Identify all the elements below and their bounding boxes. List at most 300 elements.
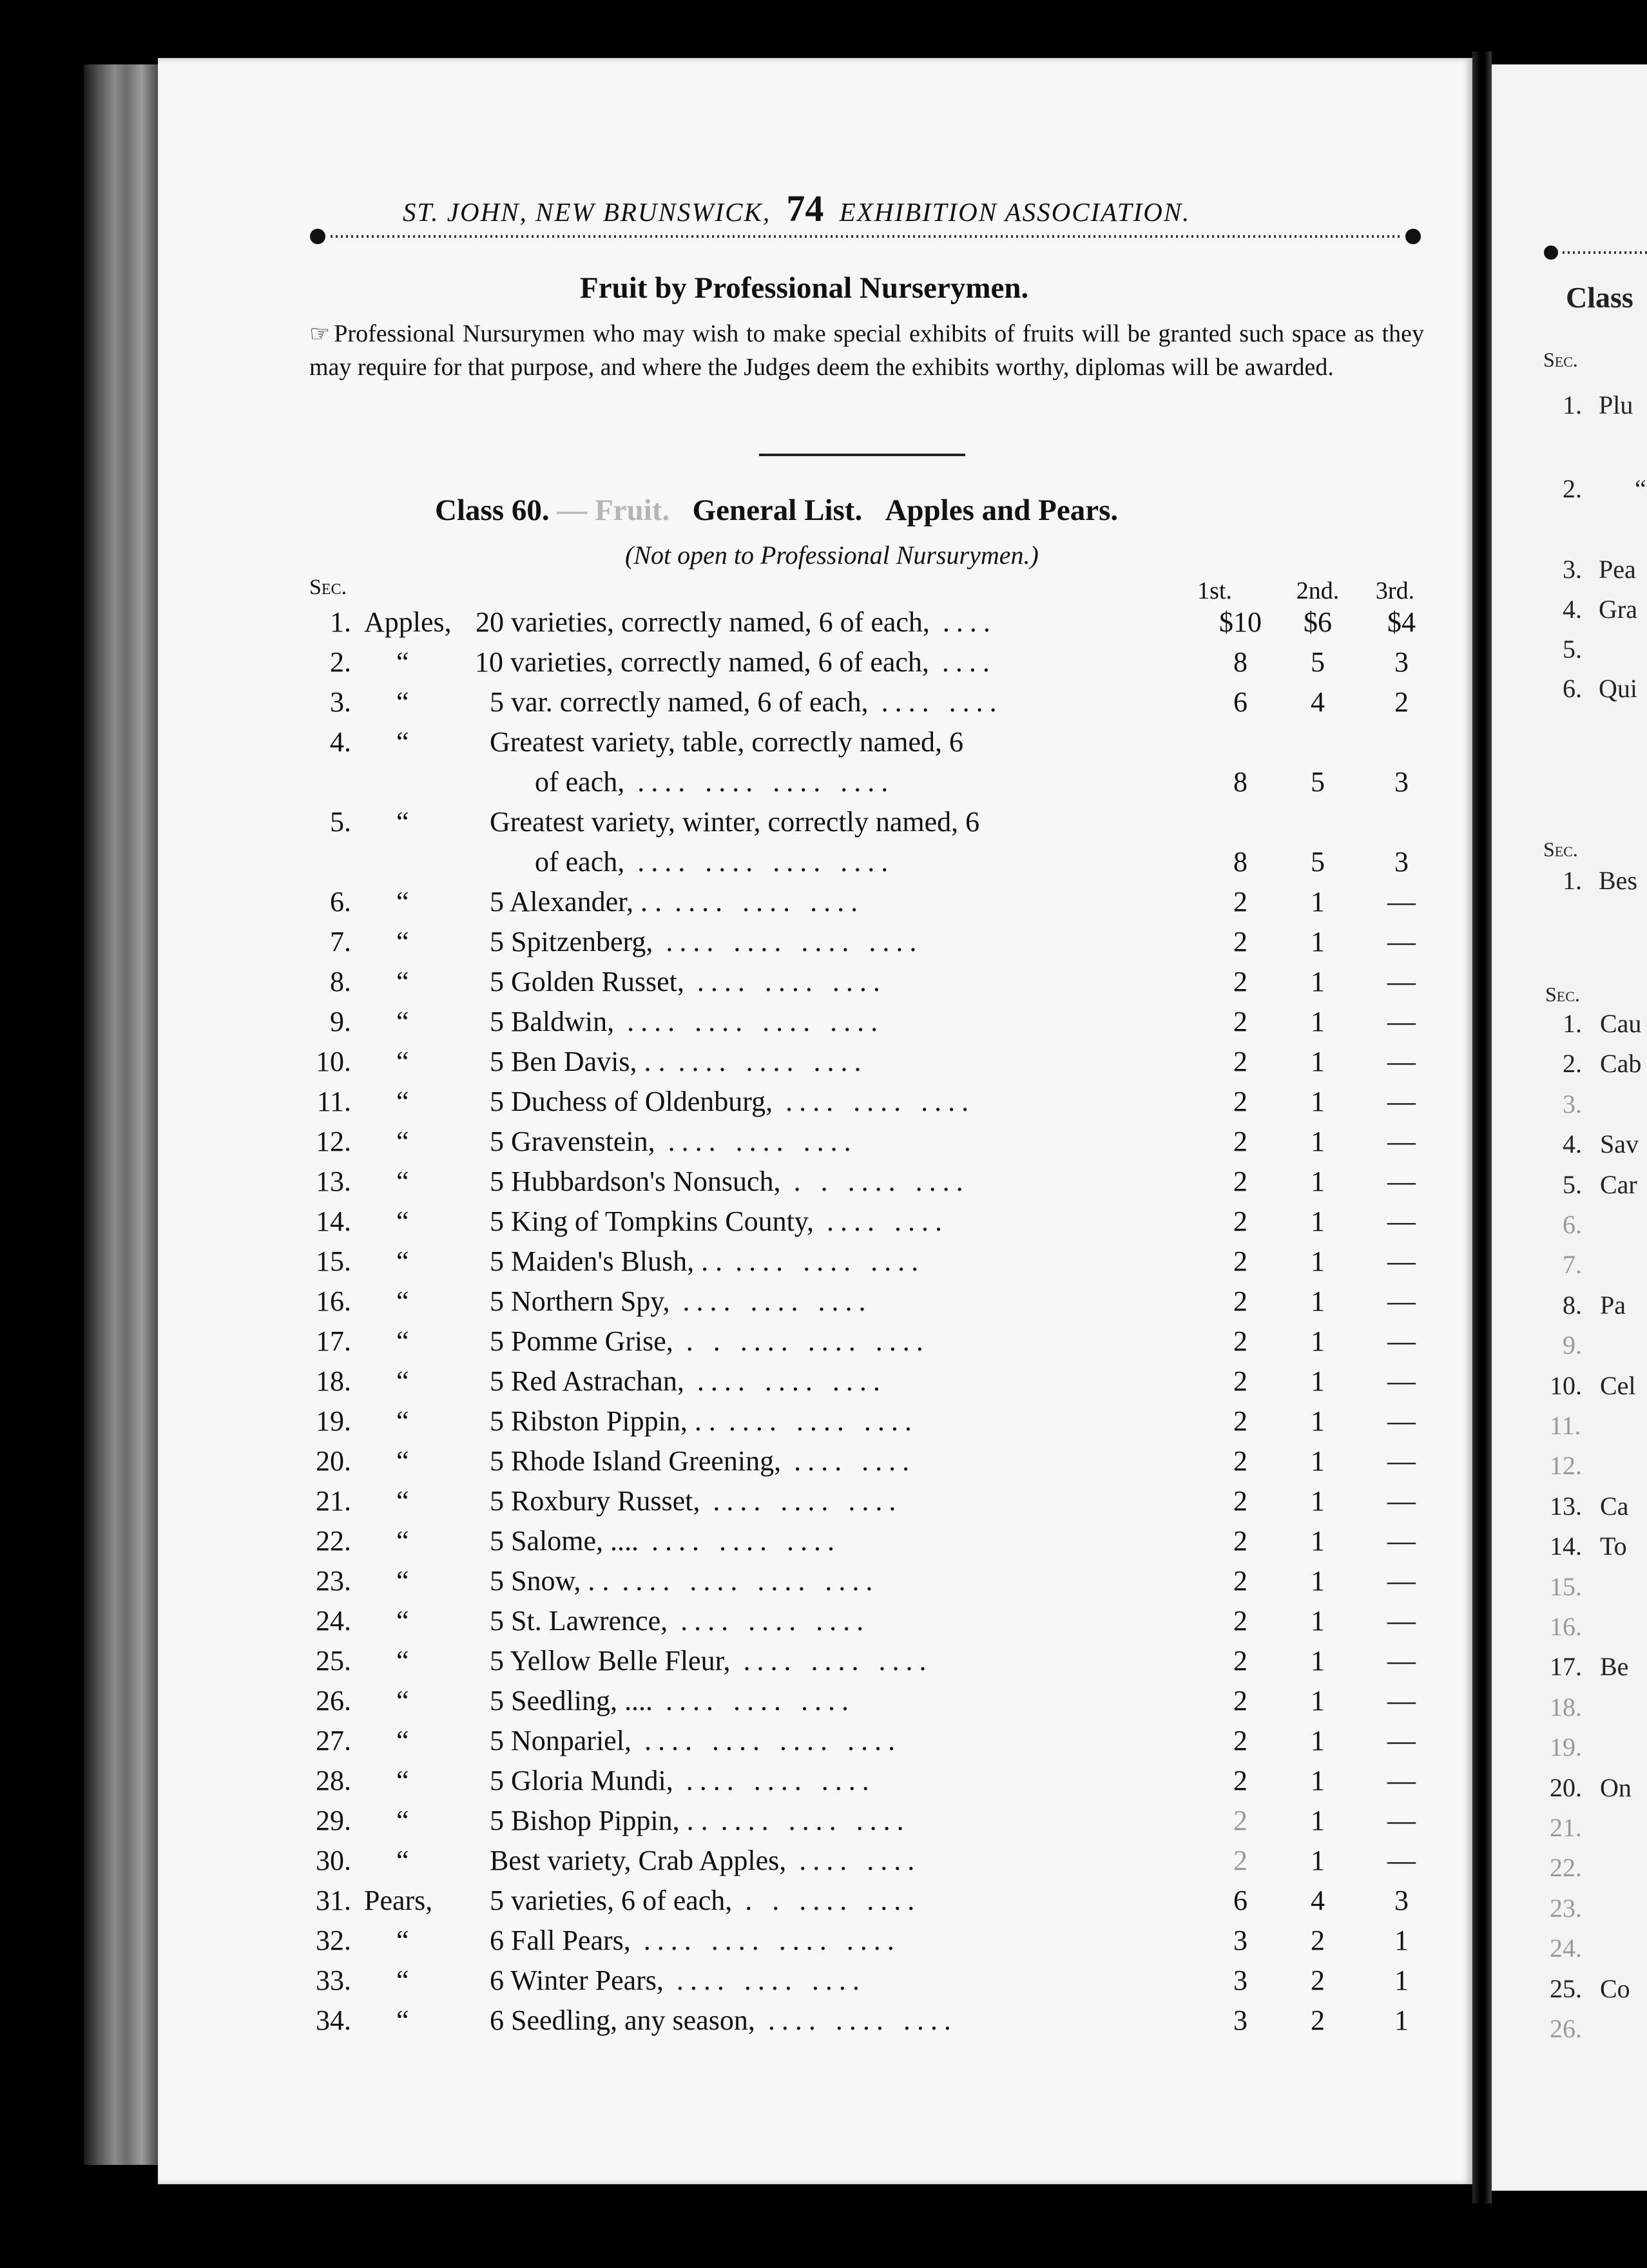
sec-column-header: Sec. bbox=[309, 575, 347, 599]
table-row bbox=[0, 1325, 1647, 1365]
pointing-hand-icon: ☞ bbox=[309, 321, 331, 347]
third-prize: 3 bbox=[1394, 1885, 1409, 1916]
first-prize: 3 bbox=[1233, 2004, 1247, 2036]
dot-leader: .... .... .... .... bbox=[643, 1925, 901, 1956]
variety-description bbox=[490, 1205, 949, 1238]
variety-description bbox=[490, 1804, 910, 1837]
section-number: 6. bbox=[330, 886, 351, 918]
variety-description bbox=[490, 965, 887, 998]
section-number: 26. bbox=[316, 1685, 351, 1716]
third-prize: — bbox=[1387, 966, 1416, 997]
variety-group: “ bbox=[396, 1965, 409, 1996]
third-prize: — bbox=[1387, 1565, 1416, 1597]
class-list: General List. bbox=[692, 494, 863, 527]
dot-leader: .... .... .... bbox=[665, 1685, 855, 1716]
third-prize: — bbox=[1387, 1006, 1416, 1037]
dot-leader: .... .... .... .... bbox=[622, 1565, 880, 1597]
first-prize: 2 bbox=[1233, 1805, 1247, 1836]
second-prize: 4 bbox=[1311, 1885, 1325, 1916]
next-line-text: Cel bbox=[1600, 1370, 1636, 1400]
variety-name: Greatest variety, table, correctly named, 6 bbox=[490, 726, 964, 758]
next-line-number: 1. bbox=[1563, 866, 1582, 895]
variety-group: “ bbox=[396, 1645, 409, 1677]
variety-name: Greatest variety, winter, correctly named, 6 bbox=[490, 806, 980, 838]
section-number: 19. bbox=[316, 1405, 351, 1437]
third-prize: — bbox=[1387, 1166, 1416, 1197]
variety-description bbox=[490, 1325, 930, 1358]
first-prize: 2 bbox=[1233, 1206, 1247, 1237]
variety-description bbox=[490, 1005, 884, 1038]
variety-group: “ bbox=[396, 1605, 409, 1637]
class-number: Class 60. bbox=[435, 494, 550, 527]
variety-description bbox=[490, 1365, 887, 1398]
section-number: 25. bbox=[316, 1645, 351, 1677]
variety-group: “ bbox=[396, 1765, 409, 1796]
variety-name: 6 Seedling, any season, bbox=[490, 2004, 755, 2036]
section-number: 27. bbox=[316, 1725, 351, 1756]
variety-group: “ bbox=[396, 1405, 409, 1437]
first-prize: 8 bbox=[1233, 646, 1247, 678]
variety-name: 5 St. Lawrence, bbox=[490, 1605, 668, 1637]
short-divider bbox=[759, 454, 965, 456]
next-line-number: 25. bbox=[1550, 1974, 1582, 2003]
next-line-text: Be bbox=[1600, 1652, 1629, 1682]
third-prize: — bbox=[1387, 1765, 1416, 1796]
table-row bbox=[0, 1125, 1647, 1165]
section-number: 5. bbox=[330, 806, 351, 838]
variety-name: 5 Duchess of Oldenburg, bbox=[490, 1086, 773, 1117]
next-line-number: 7. bbox=[1563, 1250, 1582, 1280]
second-prize: 1 bbox=[1311, 1725, 1325, 1756]
variety-description bbox=[490, 1524, 841, 1557]
first-prize: 2 bbox=[1233, 1325, 1247, 1357]
next-line-text: Plu bbox=[1599, 390, 1633, 419]
second-prize: 1 bbox=[1311, 1485, 1325, 1517]
second-prize: 1 bbox=[1311, 1285, 1325, 1317]
variety-group: Apples, bbox=[364, 606, 452, 638]
next-line-number: 5. bbox=[1563, 1169, 1582, 1199]
first-prize: 3 bbox=[1233, 1925, 1247, 1956]
section-number: 34. bbox=[316, 2004, 351, 2036]
second-prize: 1 bbox=[1311, 1565, 1325, 1597]
section-number: 8. bbox=[330, 966, 351, 997]
third-prize: — bbox=[1387, 1325, 1416, 1357]
variety-description bbox=[490, 1125, 858, 1158]
variety-name: 5 Snow, . . bbox=[490, 1565, 610, 1597]
second-prize: 1 bbox=[1311, 926, 1325, 957]
variety-description bbox=[490, 1285, 872, 1318]
table-row bbox=[0, 1365, 1647, 1405]
variety-group: “ bbox=[396, 1845, 409, 1876]
running-head-left: ST. JOHN, NEW BRUNSWICK, bbox=[403, 197, 771, 227]
third-prize: — bbox=[1387, 1845, 1416, 1876]
variety-group: “ bbox=[396, 1325, 409, 1357]
first-prize: 2 bbox=[1233, 1405, 1247, 1437]
variety-description bbox=[490, 1844, 921, 1877]
variety-description bbox=[490, 1684, 855, 1717]
third-prize: — bbox=[1387, 886, 1416, 918]
variety-group: “ bbox=[396, 1805, 409, 1836]
variety-name: 5 Yellow Belle Fleur, bbox=[490, 1645, 731, 1677]
table-row bbox=[0, 885, 1647, 925]
variety-group: “ bbox=[396, 886, 409, 918]
table-row bbox=[0, 1724, 1647, 1764]
third-prize: 1 bbox=[1394, 1925, 1409, 1956]
table-row bbox=[0, 1524, 1647, 1564]
second-prize: 1 bbox=[1311, 1805, 1325, 1836]
next-line-number: 2. bbox=[1563, 474, 1582, 503]
table-row bbox=[0, 1485, 1647, 1524]
third-prize: — bbox=[1387, 1206, 1416, 1237]
variety-name: 5 Hubbardson's Nonsuch, bbox=[490, 1166, 781, 1197]
variety-description bbox=[490, 1485, 902, 1517]
second-prize: 5 bbox=[1311, 846, 1325, 878]
variety-description bbox=[490, 1405, 918, 1437]
variety-description bbox=[490, 1245, 925, 1278]
first-prize: 2 bbox=[1233, 1166, 1247, 1197]
next-line-text: Cab bbox=[1600, 1049, 1642, 1079]
variety-group: “ bbox=[396, 726, 409, 758]
section-number: 24. bbox=[316, 1605, 351, 1637]
dotted-rule bbox=[308, 227, 1423, 246]
section-number: 23. bbox=[316, 1565, 351, 1597]
variety-name: 5 Ribston Pippin, . . bbox=[490, 1405, 716, 1437]
variety-description bbox=[490, 1964, 866, 1997]
variety-name: 5 Rhode Island Greening, bbox=[490, 1445, 782, 1477]
variety-group: “ bbox=[396, 2004, 409, 2036]
variety-description bbox=[490, 925, 923, 958]
dot-leader: .... .... bbox=[799, 1845, 921, 1876]
section-number: 17. bbox=[316, 1325, 351, 1357]
dot-leader: .... .... .... bbox=[697, 1365, 887, 1397]
table-row bbox=[0, 925, 1647, 965]
second-prize: $6 bbox=[1304, 606, 1332, 638]
third-prize: 1 bbox=[1394, 2004, 1409, 2036]
next-line-number: 1. bbox=[1563, 1009, 1582, 1038]
dot-leader: .... .... .... bbox=[743, 1645, 933, 1677]
next-line-number: 4. bbox=[1563, 1129, 1582, 1159]
section-number: 33. bbox=[316, 1965, 351, 1996]
second-prize: 1 bbox=[1311, 1645, 1325, 1677]
next-line-text: Pa bbox=[1600, 1290, 1626, 1320]
variety-group: Pears, bbox=[364, 1885, 433, 1916]
first-prize: 6 bbox=[1233, 686, 1247, 718]
third-prize: — bbox=[1387, 1126, 1416, 1157]
table-row bbox=[0, 1445, 1647, 1485]
intro-paragraph bbox=[309, 317, 1424, 384]
first-prize: 8 bbox=[1233, 766, 1247, 798]
variety-name: 5 Northern Spy, bbox=[490, 1285, 670, 1317]
table-row bbox=[0, 1764, 1647, 1804]
table-row bbox=[0, 805, 1647, 845]
section-number: 12. bbox=[316, 1126, 351, 1157]
dot-leader: .... .... .... bbox=[720, 1805, 910, 1836]
next-line-number: 24. bbox=[1550, 1934, 1582, 1963]
next-line-text: On bbox=[1600, 1773, 1632, 1802]
first-prize: 2 bbox=[1233, 1525, 1247, 1557]
variety-group: “ bbox=[396, 1365, 409, 1397]
variety-group: “ bbox=[396, 1925, 409, 1956]
variety-name: Best variety, Crab Apples, bbox=[490, 1845, 787, 1876]
next-line-number: 2. bbox=[1563, 1049, 1582, 1079]
variety-name: 5 var. correctly named, 6 of each, bbox=[490, 686, 869, 718]
variety-name: 6 Winter Pears, bbox=[490, 1965, 664, 1996]
table-row bbox=[0, 1684, 1647, 1724]
second-prize: 1 bbox=[1311, 1765, 1325, 1796]
variety-description bbox=[535, 845, 894, 878]
next-line-number: 11. bbox=[1550, 1411, 1581, 1440]
next-line-number: 12. bbox=[1550, 1451, 1582, 1481]
third-prize: — bbox=[1387, 1645, 1416, 1677]
variety-description bbox=[475, 646, 996, 678]
third-prize: $4 bbox=[1387, 606, 1416, 638]
variety-description bbox=[490, 1045, 868, 1078]
table-row bbox=[0, 1924, 1647, 1964]
table-row bbox=[0, 646, 1647, 686]
variety-group: “ bbox=[396, 1245, 409, 1277]
table-row bbox=[0, 1844, 1647, 1884]
variety-name: 5 Gravenstein, bbox=[490, 1126, 655, 1157]
variety-name: 5 Gloria Mundi, bbox=[490, 1765, 673, 1796]
section-number: 4. bbox=[330, 726, 351, 758]
section-number: 15. bbox=[316, 1245, 351, 1277]
section-number: 22. bbox=[316, 1525, 351, 1557]
second-prize: 1 bbox=[1311, 1685, 1325, 1716]
variety-description bbox=[490, 2004, 958, 2037]
variety-description bbox=[490, 1764, 876, 1797]
table-row bbox=[0, 1405, 1647, 1445]
second-prize: 1 bbox=[1311, 1325, 1325, 1357]
table-row bbox=[0, 1005, 1647, 1045]
variety-group: “ bbox=[396, 1725, 409, 1756]
second-prize: 5 bbox=[1311, 766, 1325, 798]
third-prize: — bbox=[1387, 1685, 1416, 1716]
first-prize: 2 bbox=[1233, 1765, 1247, 1796]
section-number: 2. bbox=[330, 646, 351, 678]
next-page-dotted-rule bbox=[1543, 240, 1647, 265]
variety-name: 5 Bishop Pippin, . . bbox=[490, 1805, 708, 1836]
variety-description bbox=[490, 686, 1003, 718]
next-line-number: 6. bbox=[1563, 1210, 1582, 1239]
table-row bbox=[0, 1085, 1647, 1125]
next-line-number: 9. bbox=[1563, 1331, 1582, 1360]
section-number: 30. bbox=[316, 1845, 351, 1876]
variety-name: 10 varieties, correctly named, 6 of each, bbox=[475, 646, 929, 678]
dot-leader: .... .... .... bbox=[682, 1285, 872, 1317]
variety-description bbox=[490, 1085, 975, 1118]
variety-description bbox=[490, 1445, 916, 1477]
section-number: 9. bbox=[330, 1006, 351, 1037]
third-prize: — bbox=[1387, 1365, 1416, 1397]
dot-leader: .... .... .... bbox=[713, 1485, 903, 1517]
section-number: 32. bbox=[316, 1925, 351, 1956]
next-line-number: 3. bbox=[1563, 1089, 1582, 1119]
dot-leader: .... .... .... .... bbox=[637, 766, 895, 798]
table-row bbox=[0, 606, 1647, 646]
table-row bbox=[0, 1804, 1647, 1844]
next-line-number: 10. bbox=[1550, 1370, 1582, 1400]
variety-name: 5 Spitzenberg, bbox=[490, 926, 653, 957]
variety-description bbox=[490, 805, 979, 838]
third-prize: — bbox=[1387, 1805, 1416, 1836]
third-prize: — bbox=[1387, 1086, 1416, 1117]
next-line-text: Co bbox=[1600, 1974, 1630, 2003]
next-line-text: “ bbox=[1635, 474, 1646, 503]
third-prize: 3 bbox=[1394, 646, 1409, 678]
table-row bbox=[0, 1604, 1647, 1644]
first-prize: 2 bbox=[1233, 1285, 1247, 1317]
first-prize: 2 bbox=[1233, 1645, 1247, 1677]
first-prize: 2 bbox=[1233, 1565, 1247, 1597]
dot-leader: .... bbox=[942, 606, 997, 638]
variety-description bbox=[535, 765, 894, 798]
third-prize: — bbox=[1387, 1046, 1416, 1077]
variety-description bbox=[490, 1644, 932, 1677]
third-prize: 2 bbox=[1394, 686, 1409, 718]
variety-group: “ bbox=[396, 1485, 409, 1517]
variety-group: “ bbox=[396, 1285, 409, 1317]
variety-name: 6 Fall Pears, bbox=[490, 1925, 631, 1956]
dot-leader: .... .... .... bbox=[676, 1965, 866, 1996]
third-prize: — bbox=[1387, 1445, 1416, 1477]
second-prize: 1 bbox=[1311, 1166, 1325, 1197]
variety-description bbox=[490, 1604, 870, 1637]
variety-name: 5 Golden Russet, bbox=[490, 966, 684, 997]
first-prize: 2 bbox=[1233, 1685, 1247, 1716]
variety-name: 5 Roxbury Russet, bbox=[490, 1485, 700, 1517]
variety-name: 5 Red Astrachan, bbox=[490, 1365, 684, 1397]
dot-leader: .... .... .... bbox=[651, 1525, 841, 1557]
variety-description bbox=[490, 1165, 970, 1198]
dot-leader: .... bbox=[941, 646, 996, 678]
first-prize: 2 bbox=[1233, 1006, 1247, 1037]
third-prize: — bbox=[1387, 1605, 1416, 1637]
variety-name: 5 Salome, .... bbox=[490, 1525, 639, 1557]
section-number: 28. bbox=[316, 1765, 351, 1796]
variety-name: 5 Maiden's Blush, . . bbox=[490, 1245, 723, 1277]
next-line-text: Pea bbox=[1599, 555, 1636, 584]
third-prize: — bbox=[1387, 1485, 1416, 1517]
table-row bbox=[0, 1205, 1647, 1245]
third-prize: 1 bbox=[1394, 1965, 1409, 1996]
first-prize: 2 bbox=[1233, 886, 1247, 918]
first-prize: 2 bbox=[1233, 1445, 1247, 1477]
next-line-number: 17. bbox=[1550, 1652, 1582, 1682]
variety-group: “ bbox=[396, 966, 409, 997]
variety-description bbox=[490, 1724, 901, 1757]
variety-group: “ bbox=[396, 1565, 409, 1597]
first-prize: 2 bbox=[1233, 1245, 1247, 1277]
next-line-number: 19. bbox=[1550, 1733, 1582, 1762]
variety-group: “ bbox=[396, 1006, 409, 1037]
variety-group: “ bbox=[396, 686, 409, 718]
section-number: 10. bbox=[316, 1046, 351, 1077]
section-number: 21. bbox=[316, 1485, 351, 1517]
third-prize-header: 3rd. bbox=[1375, 577, 1415, 604]
next-line-number: 23. bbox=[1550, 1893, 1582, 1923]
next-line-number: 4. bbox=[1563, 595, 1582, 624]
second-prize: 1 bbox=[1311, 886, 1325, 918]
variety-name: 5 Seedling, .... bbox=[490, 1685, 653, 1716]
variety-description bbox=[490, 726, 963, 758]
second-prize-header: 2nd. bbox=[1296, 577, 1340, 604]
table-row bbox=[0, 1245, 1647, 1285]
second-prize: 1 bbox=[1311, 1845, 1325, 1876]
section-title: Fruit by Professional Nurserymen. bbox=[580, 271, 1029, 305]
dot-leader: .... .... .... .... bbox=[666, 926, 923, 957]
dot-leader: .... .... .... .... bbox=[644, 1725, 901, 1756]
first-prize: 2 bbox=[1233, 1725, 1247, 1756]
variety-group: “ bbox=[396, 926, 409, 957]
section-number: 1. bbox=[330, 606, 351, 638]
class-fruits: Apples and Pears. bbox=[885, 494, 1119, 527]
second-prize: 1 bbox=[1311, 1445, 1325, 1477]
second-prize: 1 bbox=[1311, 1365, 1325, 1397]
dot-leader: .... .... .... .... bbox=[637, 846, 895, 878]
variety-group: “ bbox=[396, 1685, 409, 1716]
dot-leader: .... .... .... bbox=[675, 886, 865, 918]
dot-leader: .... .... .... bbox=[767, 2004, 958, 2036]
next-line-text: Car bbox=[1600, 1169, 1637, 1199]
variety-name: 5 Ben Davis, . . bbox=[490, 1046, 666, 1077]
second-prize: 2 bbox=[1311, 2004, 1325, 2036]
variety-group: “ bbox=[396, 1525, 409, 1557]
next-class-fragment: Class bbox=[1566, 281, 1633, 314]
variety-name: 5 Pomme Grise, bbox=[490, 1325, 673, 1357]
next-line-number: 14. bbox=[1550, 1532, 1582, 1561]
section-number: 3. bbox=[330, 686, 351, 718]
first-prize: 2 bbox=[1233, 1126, 1247, 1157]
second-prize: 1 bbox=[1311, 1206, 1325, 1237]
second-prize: 1 bbox=[1311, 1245, 1325, 1277]
dot-leader: .... .... .... .... bbox=[627, 1006, 885, 1037]
dot-leader: . . .... .... bbox=[793, 1166, 970, 1197]
next-line-text: Gra bbox=[1599, 595, 1637, 624]
table-row bbox=[0, 1884, 1647, 1924]
first-prize: 2 bbox=[1233, 1845, 1247, 1876]
table-row bbox=[0, 1165, 1647, 1205]
first-prize: 2 bbox=[1233, 1365, 1247, 1397]
section-number: 13. bbox=[316, 1166, 351, 1197]
second-prize: 1 bbox=[1311, 1046, 1325, 1077]
next-line-number: 13. bbox=[1550, 1491, 1582, 1521]
first-prize-header: 1st. bbox=[1197, 577, 1232, 604]
running-head bbox=[403, 187, 1356, 230]
second-prize: 1 bbox=[1311, 1605, 1325, 1637]
page-number: 74 bbox=[786, 187, 824, 229]
second-prize: 1 bbox=[1311, 966, 1325, 997]
next-line-number: 21. bbox=[1550, 1813, 1582, 1842]
dot-leader: .... .... .... bbox=[697, 966, 887, 997]
dot-leader: .... .... .... bbox=[785, 1086, 976, 1117]
variety-description bbox=[490, 885, 864, 918]
first-prize: 2 bbox=[1233, 1046, 1247, 1077]
next-line-number: 16. bbox=[1550, 1612, 1582, 1641]
second-prize: 5 bbox=[1311, 646, 1325, 678]
variety-description bbox=[490, 1924, 901, 1957]
second-prize: 1 bbox=[1311, 1086, 1325, 1117]
variety-description bbox=[490, 1564, 879, 1597]
variety-group: “ bbox=[396, 646, 409, 678]
class-subtitle: (Not open to Professional Nursurymen.) bbox=[625, 541, 1039, 570]
table-row bbox=[0, 1644, 1647, 1684]
variety-name: 20 varieties, correctly named, 6 of each, bbox=[476, 606, 930, 638]
table-row bbox=[0, 2004, 1647, 2044]
variety-group: “ bbox=[396, 1445, 409, 1477]
second-prize: 1 bbox=[1311, 1006, 1325, 1037]
variety-group: “ bbox=[396, 1126, 409, 1157]
next-line-number: 5. bbox=[1563, 635, 1582, 664]
